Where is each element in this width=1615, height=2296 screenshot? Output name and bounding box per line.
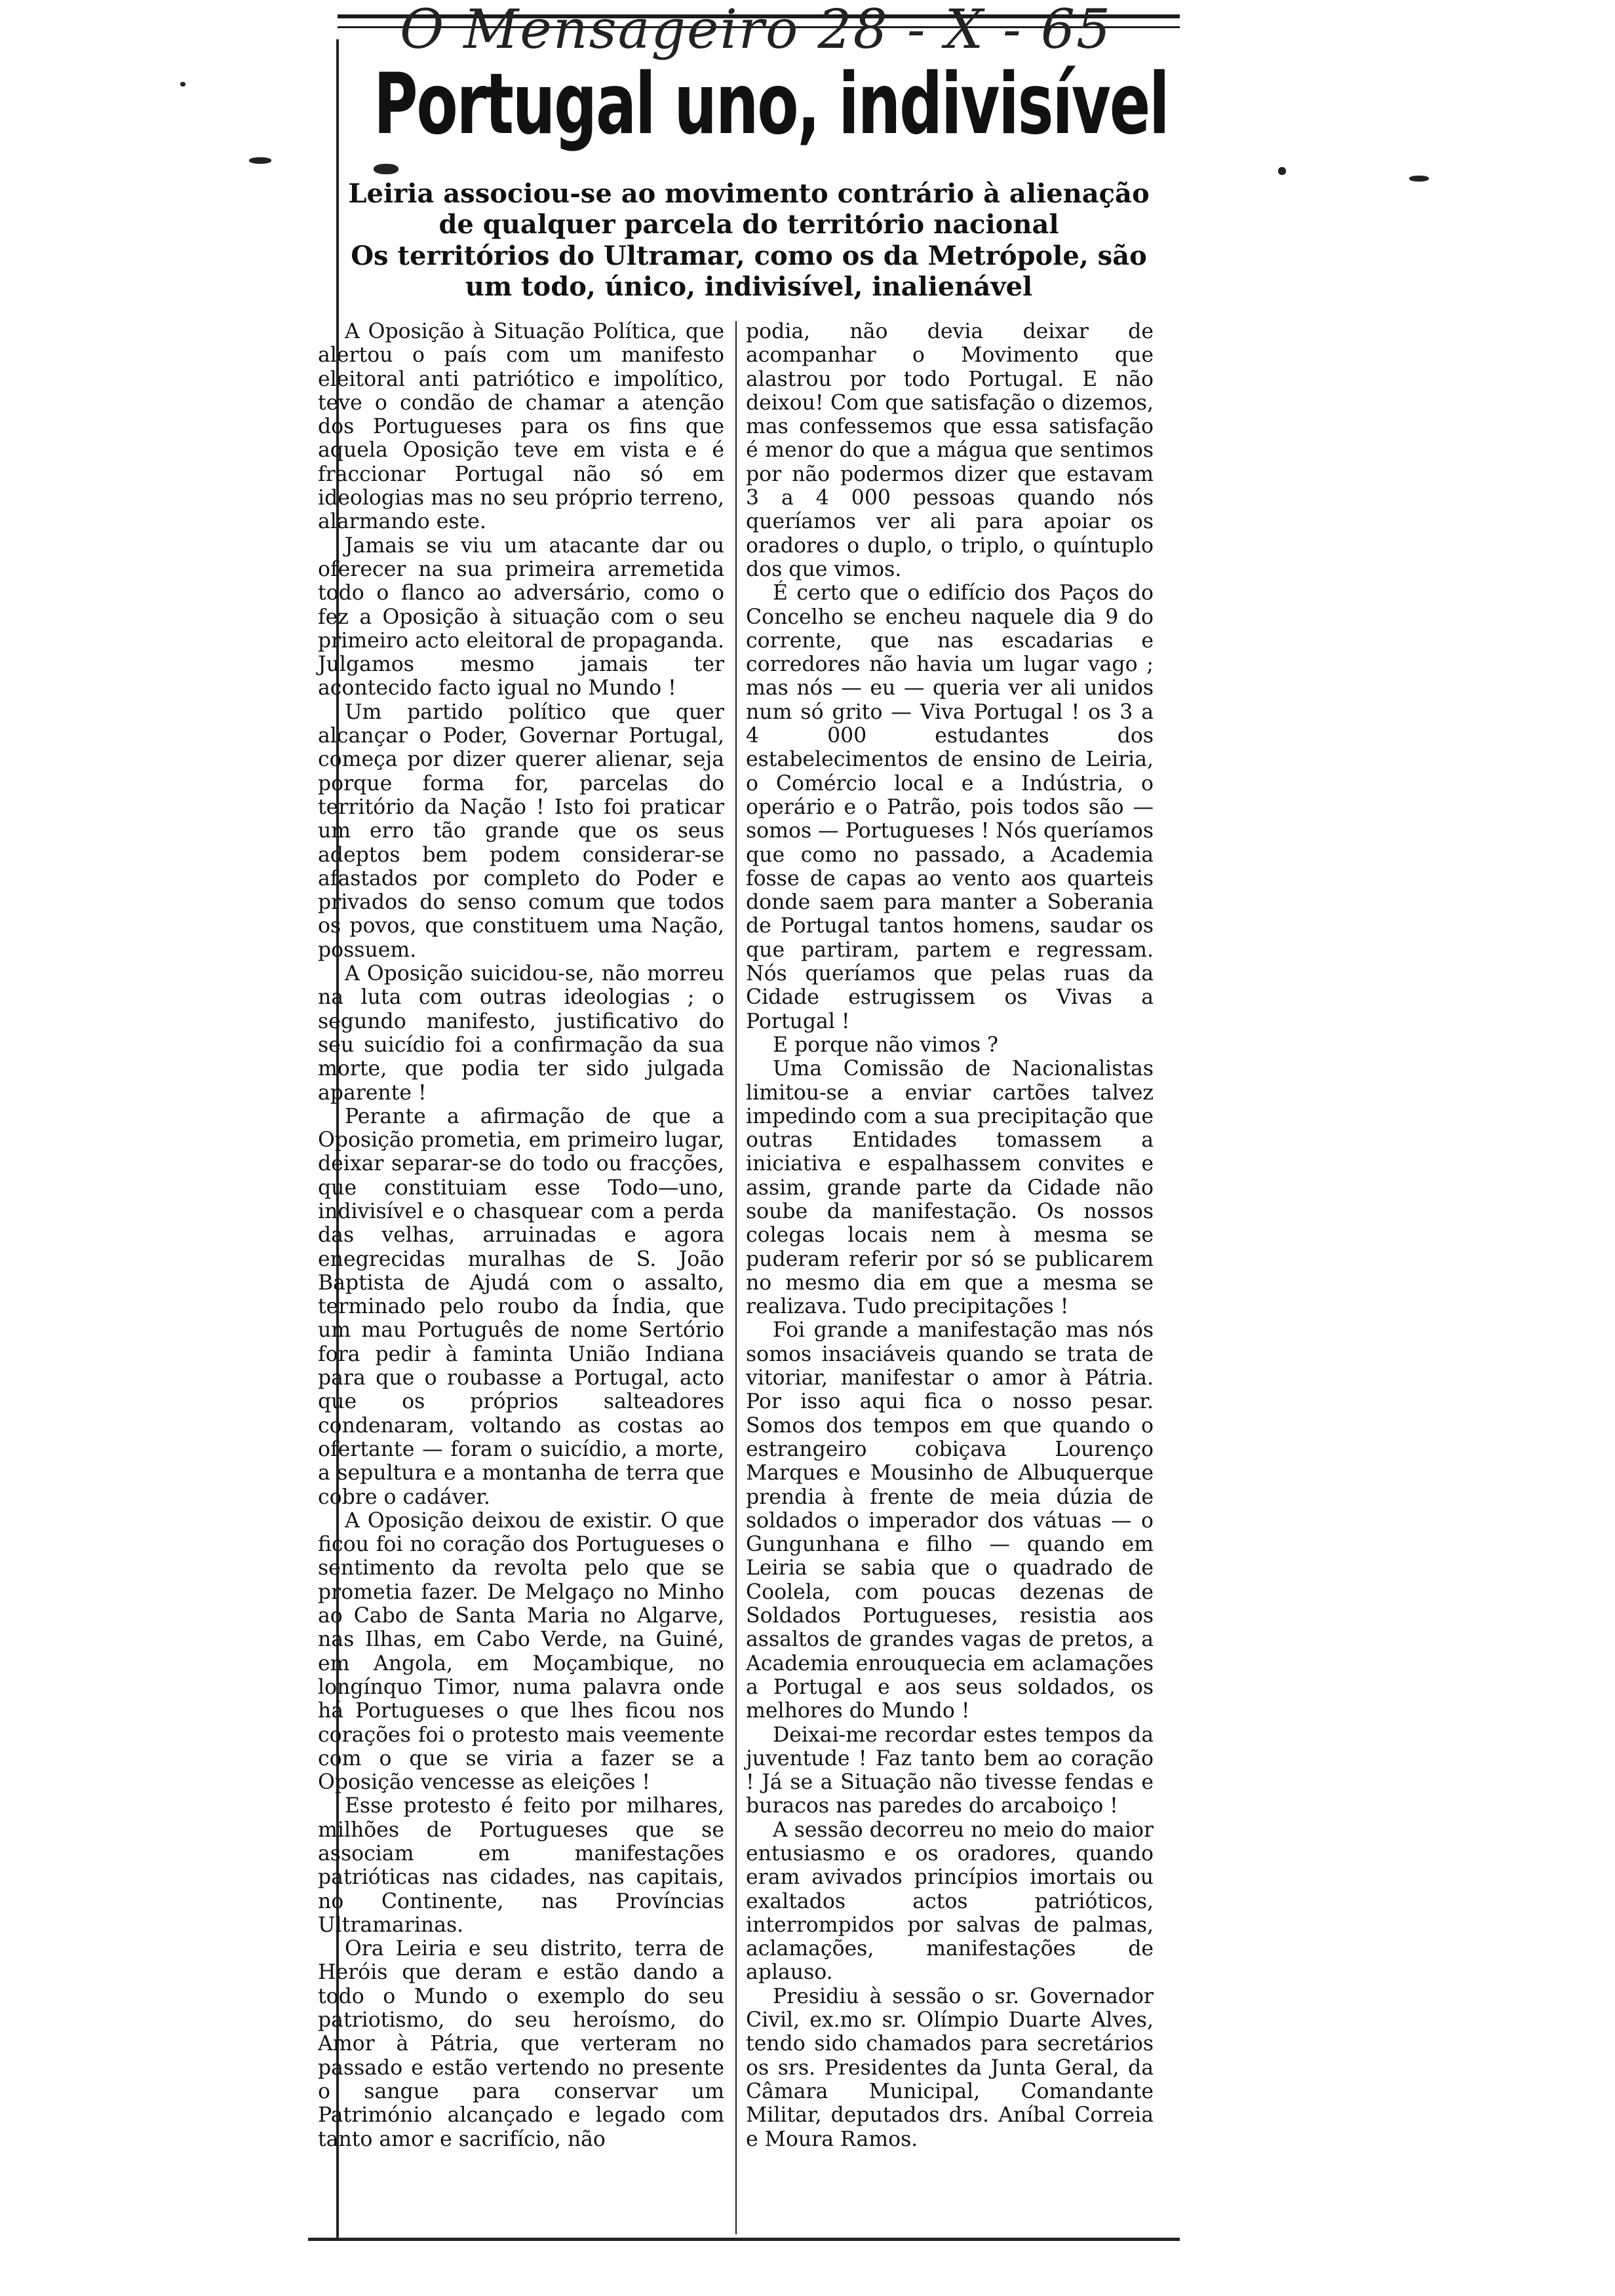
subheading-2: Os territórios do Ultramar, como os da Metrópole, são um todo, único, indivisível, inalienável (351, 240, 1147, 302)
bottom-rule (308, 2238, 1180, 2241)
paragraph: Um partido político que quer alcançar o Poder, Governar Portugal, começa por dizer querer alienar, seja porque forma for, parcelas do território da Nação ! Isto foi praticar um erro tão grande que os seus adeptos bem podem considerar-se afastados por completo do Poder e privados do senso comum que todos os povos, que constituem uma Nação, possuem. (318, 700, 724, 962)
paragraph: É certo que o edifício dos Paços do Concelho se encheu naquele dia 9 do corrente, que nas escadarias e corredores não havia um lugar vago ; mas nós — eu — queria ver ali unidos num só grito — Viva Portugal ! os 3 a 4 000 estudantes dos estabelecimentos de ensino de Leiria, o Comércio local e a Indústria, o operário e o Patrão, pois todos são — somos — Portugueses ! Nós queríamos que como no passado, a Academia fosse de capas ao vento aos quarteis donde saem para manter a Soberania de Portugal tantos homens, saudar os que partiram, partem e regressam. Nós queríamos que pelas ruas da Cidade estrugissem os Vivas a Portugal ! (746, 581, 1154, 1033)
scan-speck (249, 157, 271, 164)
page-title: Portugal uno, indivisível (374, 56, 1169, 153)
paragraph: Esse protesto é feito por milhares, milhões de Portugueses que se associam em manifestações patrióticas nas cidades, nas capitais, no Continente, nas Províncias Ultramarinas. (318, 1794, 724, 1937)
paragraph: Jamais se viu um atacante dar ou oferecer na sua primeira arremetida todo o flanco ao adversário, como o fez a Oposição à situação com o seu primeiro acto eleitoral de propaganda. Julgamos mesmo jamais ter acontecido facto igual no Mundo ! (318, 533, 724, 700)
paragraph: E porque não vimos ? (772, 1033, 999, 1057)
paragraph: A Oposição à Situação Política, que alertou o país com um manifesto eleitoral anti patriótico e impolítico, teve o condão de chamar a atenção dos Portugueses para os fins que aquela Oposição teve em vista e é fraccionar Portugal não só em ideologias mas no seu próprio terreno, alarmando este. (318, 320, 724, 534)
scan-speck (1278, 167, 1286, 175)
paragraph: Foi grande a manifestação mas nós somos insaciáveis quando se trata de vitoriar, manifestar o amor à Pátria. Por isso aqui fica o nosso pesar. Somos dos tempos em que quando o estrangeiro cobiçava Lourenço Marques e Mousinho de Albuquerque prendia à frente de meia dúzia de soldados o imperador dos vátuas — o Gungunhana e filho — quando em Leiria se sabia que o quadrado de Coolela, com poucas dezenas de Soldados Portugueses, resistia aos assaltos de grandes vagas de pretos, a Academia enrouquecia em aclamações a Portugal e aos seus soldados, os melhores do Mundo ! (746, 1318, 1154, 1723)
paragraph: podia, não devia deixar de acompanhar o Movimento que alastrou por todo Portugal. E não deixou! Com que satisfação o dizemos, mas confessemos que essa satisfação é menor do que a mágua que sentimos por não podermos dizer que estavam 3 a 4 000 pessoas quando nós queríamos ver ali para apoiar os oradores o duplo, o triplo, o quíntuplo dos que vimos. (746, 320, 1154, 581)
paragraph: A Oposição deixou de existir. O que ficou foi no coração dos Portugueses o sentimento da revolta pelo que se prometia fazer. De Melgaço no Minho ao Cabo de Santa Maria no Algarve, nas Ilhas, em Cabo Verde, na Guiné, em Angola, em Moçambique, no longínquo Timor, numa palavra onde há Portugueses o que lhes ficou nos corações foi o protesto mais veemente com o que se viria a fazer se a Oposição vencesse as eleições ! (318, 1508, 724, 1795)
paragraph: A Oposição suicidou-se, não morreu na luta com outras ideologias ; o segundo manifesto, justificativo do seu suicídio foi a confirmação da sua morte, que podia ter sido julgada aparente ! (318, 962, 724, 1105)
paragraph: Uma Comissão de Nacionalistas limitou-se a enviar cartões talvez impedindo com a sua precipitação que outras Entidades tomassem a iniciativa e espalhassem convites e assim, grande parte da Cidade não soube da manifestação. Os nossos colegas locais nem à mesma se puderam referir por só se publicarem no mesmo dia em que a mesma se realizava. Tudo precipitações ! (746, 1057, 1154, 1319)
handwritten-date-note: O Mensageiro 28 - X - 65 (400, 0, 1112, 61)
paragraph: Perante a afirmação de que a Oposição prometia, em primeiro lugar, deixar separar-se do todo ou fracções, que constituiam esse Todo—uno, indivisível e o chasquear com a perda das velhas, arruinadas e agora enegrecidas muralhas de S. João Baptista de Ajudá com o assalto, terminado pelo roubo da Índia, que um mau Português de nome Sertório fora pedir à faminta União Indiana para que o roubasse a Portugal, acto que os próprios salteadores condenaram, voltando as costas ao ofertante — foram o suicídio, a morte, a sepultura e a montanha de terra que cobre o cadáver. (318, 1104, 724, 1509)
scan-speck (180, 82, 185, 86)
paragraph: A sessão decorreu no meio do maior entusiasmo e os oradores, quando eram avivados princípios imortais ou exaltados actos patrióticos, interrompidos por salvas de palmas, aclamações, manifestações de aplauso. (746, 1818, 1154, 1985)
subheading-1: Leiria associou-se ao movimento contrário à alienação de qualquer parcela do território nacional (348, 178, 1150, 240)
scan-speck (1409, 176, 1429, 182)
paragraph: Deixai-me recordar estes tempos da juventude ! Faz tanto bem ao coração ! Já se a Situação não tivesse fendas e buracos nas paredes do arcaboiço ! (746, 1723, 1154, 1818)
scan-speck (374, 164, 399, 174)
column-divider (735, 321, 737, 2234)
paragraph: Presidiu à sessão o sr. Governador Civil, ex.mo sr. Olímpio Duarte Alves, tendo sido chamados para secretários os srs. Presidentes da Junta Geral, da Câmara Municipal, Comandante Militar, deputados drs. Aníbal Correia e Moura Ramos. (746, 1984, 1154, 2151)
article-left-column (318, 320, 724, 2151)
paragraph: Ora Leiria e seu distrito, terra de Heróis que deram e estão dando a todo o Mundo o exemplo do seu patriotismo, do seu heroísmo, do Amor à Pátria, que verteram no passado e estão vertendo no presente o sangue para conservar um Património alcançado e legado com tanto amor e sacrifício, não (318, 1937, 724, 2151)
article-right-column (746, 320, 1154, 2151)
